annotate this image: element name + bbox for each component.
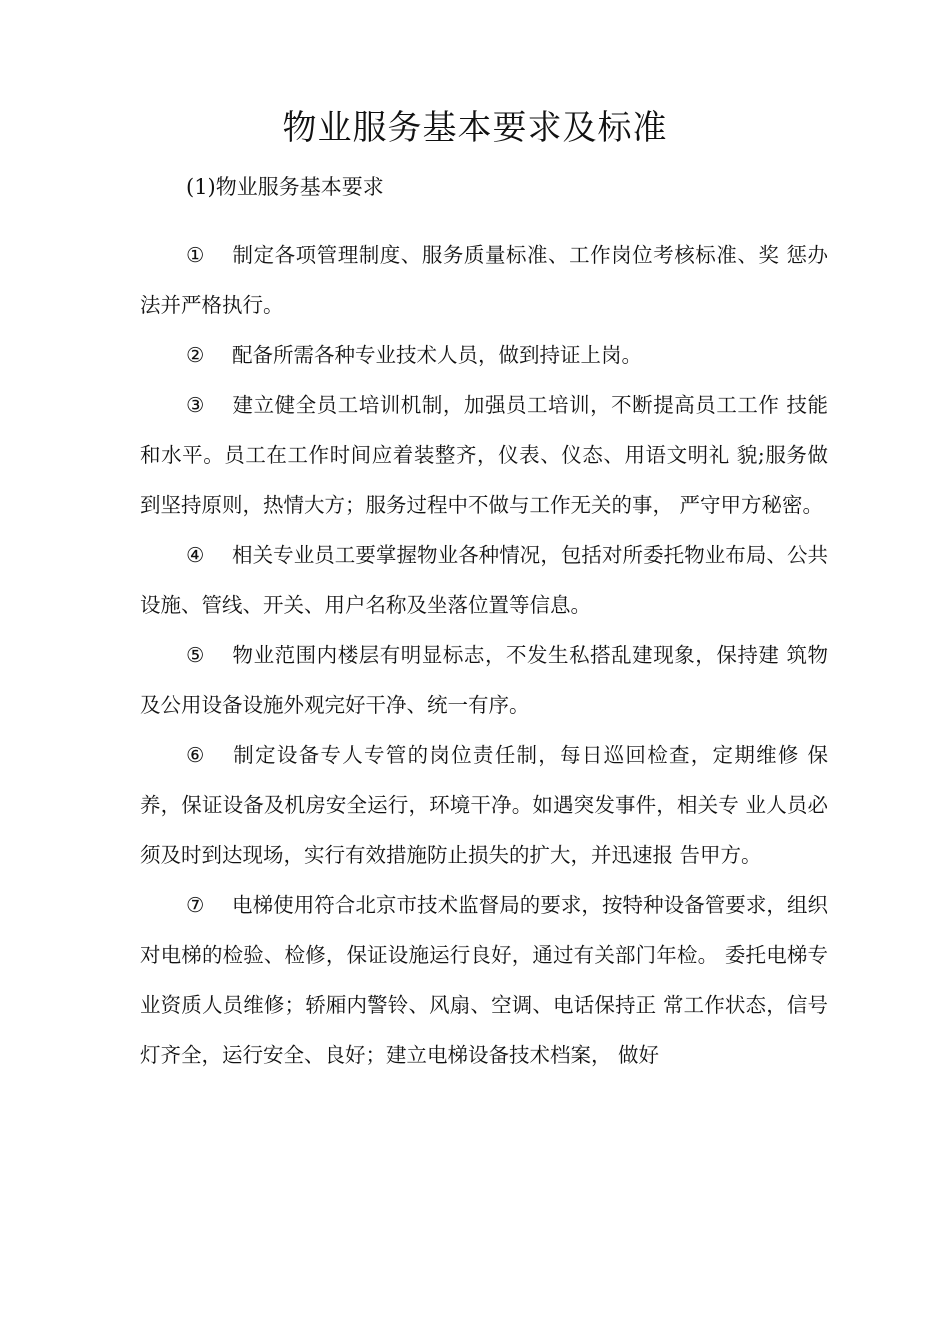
item-text: 建立健全员工培训机制，加强员工培训，不断提高员工工作 技能和水平。员工在工作时间应着装整齐，仪表、仪态、用语文明礼 貌;服务做到坚持原则，热情大方；服务过程中不做与工作无关的事， 严守甲方秘密。 bbox=[140, 393, 828, 517]
item-text: 制定设备专人专管的岗位责任制，每日巡回检查，定期维修 保养，保证设备及机房安全运行，环境干净。如遇突发事件，相关专 业人员必须及时到达现场，实行有效措施防止损失的扩大，并迅速报 告甲方。 bbox=[140, 743, 828, 867]
section-heading: (1)物业服务基本要求 bbox=[186, 175, 384, 199]
item-text: 电梯使用符合北京市技术监督局的要求，按特种设备管要求，组织对电梯的检验、检修，保证设施运行良好，通过有关部门年检。 委托电梯专业资质人员维修；轿厢内警铃、风扇、空调、电话保持正 常工作状态，信号灯齐全，运行安全、良好；建立电梯设备技术档案， 做好 bbox=[140, 893, 828, 1067]
requirement-item-4 bbox=[140, 530, 828, 630]
requirement-item-6 bbox=[140, 730, 828, 880]
item-text: 配备所需各种专业技术人员，做到持证上岗。 bbox=[232, 343, 642, 367]
item-text: 相关专业员工要掌握物业各种情况，包括对所委托物业布局、公共设施、管线、开关、用户名称及坐落位置等信息。 bbox=[140, 543, 828, 617]
requirement-item-5 bbox=[140, 630, 828, 730]
item-text: 制定各项管理制度、服务质量标准、工作岗位考核标准、奖 惩办法并严格执行。 bbox=[140, 243, 828, 317]
item-marker: ⑥ bbox=[186, 743, 205, 767]
requirement-item-1 bbox=[140, 230, 828, 330]
requirements-list bbox=[140, 230, 828, 1080]
requirement-item-3 bbox=[140, 380, 828, 530]
item-marker: ① bbox=[186, 243, 205, 267]
item-marker: ⑦ bbox=[186, 893, 205, 917]
item-marker: ④ bbox=[186, 543, 205, 567]
requirement-item-7 bbox=[140, 880, 828, 1080]
document-title: 物业服务基本要求及标准 bbox=[282, 108, 668, 148]
item-text: 物业范围内楼层有明显标志，不发生私搭乱建现象，保持建 筑物及公用设备设施外观完好干净、统一有序。 bbox=[140, 643, 828, 717]
requirement-item-2 bbox=[140, 330, 828, 380]
item-marker: ③ bbox=[186, 393, 205, 417]
item-marker: ② bbox=[186, 343, 205, 367]
item-marker: ⑤ bbox=[186, 643, 205, 667]
